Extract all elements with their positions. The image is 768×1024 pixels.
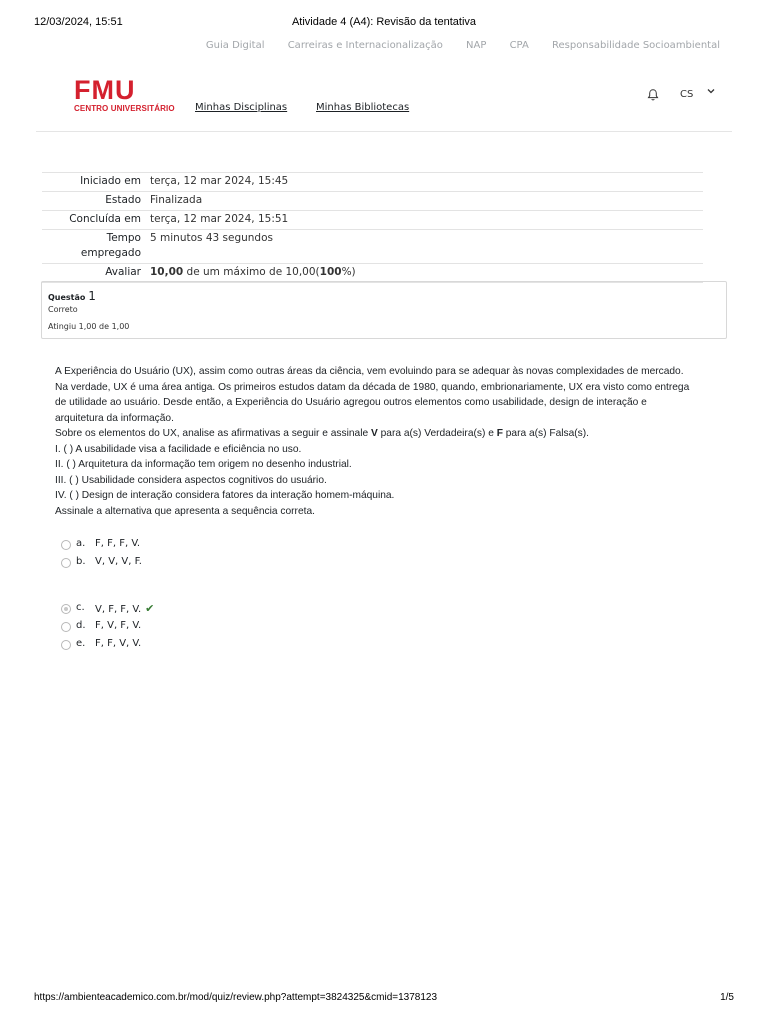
- answer-text: F, F, F, V.: [95, 538, 141, 549]
- bell-icon[interactable]: [646, 88, 660, 102]
- statement-4: IV. ( ) Design de interação considera fatores da interação homem-máquina.: [55, 490, 395, 501]
- user-menu[interactable]: [680, 89, 715, 100]
- top-link-guia-digital[interactable]: Guia Digital: [205, 40, 265, 51]
- instruction-part: para a(s) Verdadeira(s) e: [377, 428, 497, 439]
- checkmark-icon: ✔: [145, 602, 155, 615]
- question-number: [48, 289, 96, 303]
- answer-letter: b.: [76, 556, 86, 567]
- question-text: [55, 364, 715, 519]
- statement-2: II. ( ) Arquitetura da informação tem origem no desenho industrial.: [55, 459, 352, 470]
- header-divider: [36, 131, 732, 132]
- answer-letter: e.: [76, 638, 86, 649]
- summary-row-state: [42, 192, 703, 211]
- question-paragraph-line: A Experiência do Usuário (UX), assim como outras áreas da ciência, vem evoluindo para se adequar às novas complexidades de mercado.: [55, 366, 684, 377]
- nav-minhas-bibliotecas[interactable]: Minhas Bibliotecas: [316, 102, 410, 113]
- time-value: 5 minutos 43 segundos: [150, 232, 273, 244]
- radio-button-selected[interactable]: [61, 604, 71, 614]
- time-label-line1: Tempo: [106, 232, 141, 244]
- answer-letter: d.: [76, 620, 86, 631]
- answer-text: F, F, V, V.: [95, 638, 142, 649]
- answer-letter: c.: [76, 602, 85, 613]
- print-datetime: 12/03/2024, 15:51: [34, 16, 123, 28]
- chevron-down-icon: [707, 87, 715, 97]
- summary-row-completed: [42, 211, 703, 230]
- answer-text: F, V, F, V.: [95, 620, 142, 631]
- question-info-box: [41, 281, 727, 339]
- top-link-cpa[interactable]: CPA: [509, 40, 529, 51]
- question-label: Questão: [48, 293, 86, 302]
- print-footer: [34, 992, 734, 1006]
- state-value: Finalizada: [150, 194, 203, 206]
- summary-row-time: [42, 230, 703, 264]
- statement-3: III. ( ) Usabilidade considera aspectos cognitivos do usuário.: [55, 474, 327, 486]
- grade-end: %): [341, 266, 356, 278]
- time-label: [42, 230, 149, 264]
- radio-button[interactable]: [61, 622, 71, 632]
- started-label: Iniciado em: [80, 175, 141, 187]
- radio-button[interactable]: [61, 640, 71, 650]
- user-initials: CS: [680, 89, 694, 100]
- question-paragraph-line: arquitetura da informação.: [55, 412, 174, 424]
- question-grade: Atingiu 1,00 de 1,00: [48, 322, 130, 331]
- instruction-v: V: [370, 428, 378, 439]
- question-paragraph-line: Na verdade, UX é uma área antiga. Os primeiros estudos datam da década de 1980, quando, embrionariamente, UX era visto como entrega: [55, 381, 690, 393]
- answer-text: V, V, V, F.: [95, 556, 142, 567]
- summary-row-grade: [42, 264, 703, 283]
- fmu-logo[interactable]: [74, 75, 175, 114]
- radio-button[interactable]: [61, 540, 71, 550]
- question-state: Correto: [48, 305, 78, 314]
- top-link-nap[interactable]: NAP: [466, 40, 487, 51]
- radio-button[interactable]: [61, 558, 71, 568]
- print-url: https://ambienteacademico.com.br/mod/quiz/review.php?attempt=3824325&cmid=1378123: [34, 992, 438, 1003]
- answer-text-value: V, F, F, V.: [95, 604, 142, 615]
- grade-label: Avaliar: [105, 266, 141, 278]
- logo-subtitle: CENTRO UNIVERSITÁRIO: [74, 104, 175, 113]
- print-page-number: 1/5: [720, 992, 734, 1003]
- question-closing: Assinale a alternativa que apresenta a sequência correta.: [55, 505, 315, 517]
- question-number-value: 1: [88, 289, 96, 303]
- completed-label: Concluída em: [69, 213, 141, 225]
- attempt-summary-table: [42, 172, 703, 283]
- started-value: terça, 12 mar 2024, 15:45: [150, 175, 289, 187]
- print-page-title: Atividade 4 (A4): Revisão da tentativa: [291, 16, 477, 28]
- summary-row-started: [42, 173, 703, 192]
- grade-percent: 100: [319, 266, 342, 278]
- grade-score: 10,00: [150, 266, 184, 278]
- question-paragraph-line: de utilidade ao usuário. Desde então, a Experiência do Usuário agregou outros elementos como usabilidade, design de interação e: [55, 397, 647, 408]
- time-label-line2: empregado: [80, 247, 141, 259]
- instruction-part: para a(s) Falsa(s).: [502, 428, 589, 439]
- nav-minhas-disciplinas[interactable]: Minhas Disciplinas: [195, 102, 288, 113]
- statement-1: I. ( ) A usabilidade visa a facilidade e eficiência no uso.: [55, 443, 302, 455]
- instruction-f: F: [496, 428, 503, 439]
- state-label: Estado: [105, 194, 141, 206]
- print-header: [34, 16, 734, 30]
- completed-value: terça, 12 mar 2024, 15:51: [150, 213, 289, 225]
- top-link-carreiras[interactable]: Carreiras e Internacionalização: [287, 40, 443, 51]
- answer-letter: a.: [76, 538, 86, 549]
- instruction-part: Sobre os elementos do UX, analise as afirmativas a seguir e assinale: [55, 428, 371, 439]
- top-links: [186, 40, 720, 51]
- answer-options: [61, 538, 261, 658]
- top-link-responsabilidade[interactable]: Responsabilidade Socioambiental: [551, 40, 720, 51]
- logo-mark: FMU: [74, 75, 136, 105]
- question-instruction: [55, 426, 715, 442]
- grade-value: [149, 264, 703, 283]
- grade-rest: de um máximo de 10,00(: [183, 266, 320, 278]
- answer-text: [95, 602, 154, 615]
